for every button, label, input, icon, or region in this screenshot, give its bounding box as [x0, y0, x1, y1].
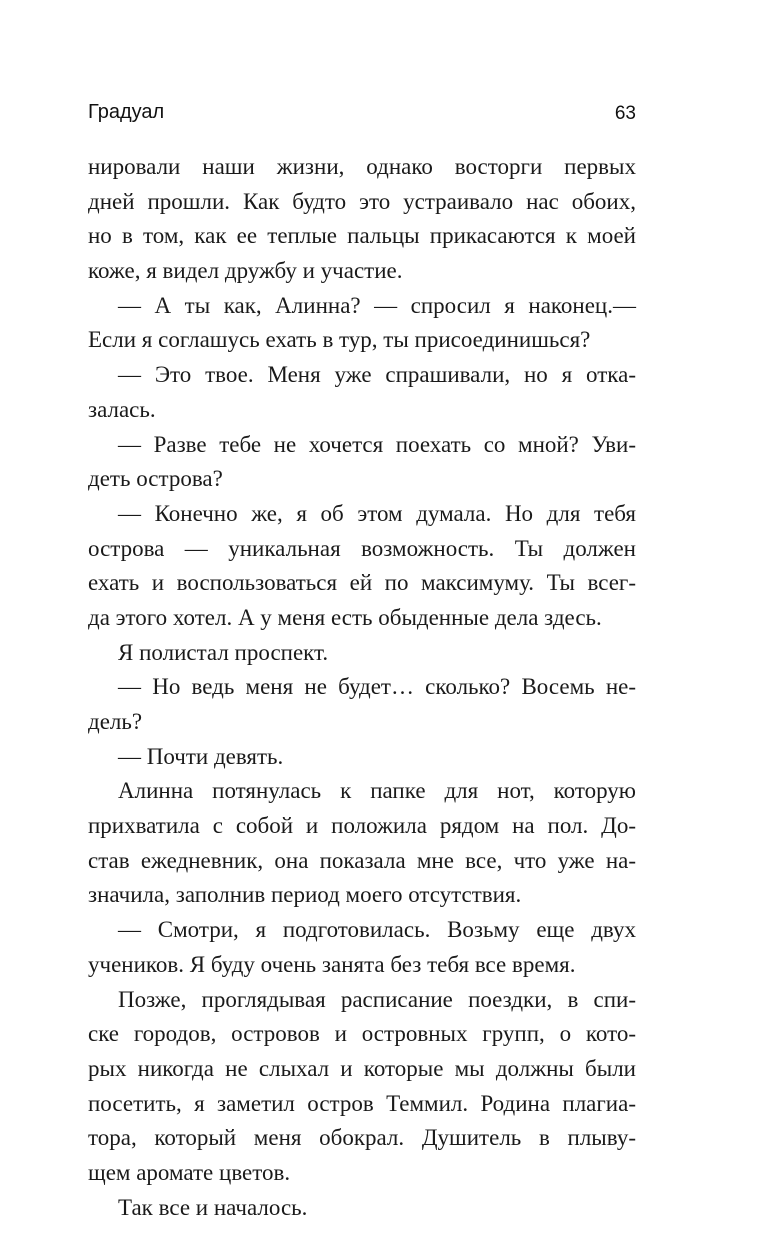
text-line: — Смотри, я подготовилась. Возьму еще двух [118, 917, 636, 943]
text-line: Позже, проглядывая расписание поездки, в спи- [118, 986, 636, 1012]
text-line: деть острова? [88, 466, 223, 492]
text-line: коже, я видел дружбу и участие. [88, 258, 403, 284]
text-line: нировали наши жизни, однако восторги первых [88, 154, 636, 179]
text-line: залась. [88, 396, 156, 422]
text-line: рых никогда не слыхал и которые мы должны были [88, 1055, 636, 1081]
running-head-title: Градуал [88, 101, 165, 123]
text-line: дель? [88, 709, 143, 734]
text-line: — Это твое. Меня уже спрашивали, но я отка- [118, 362, 636, 388]
page-number: 63 [614, 103, 636, 124]
text-line: да этого хотел. А у меня есть обыденные дела здесь. [88, 604, 602, 630]
text-line: став ежедневник, она показала мне все, что уже на- [88, 847, 636, 873]
text-line: дней прошли. Как будто это устраивало нас обоих, [88, 188, 636, 214]
text-line: — Почти девять. [118, 743, 284, 769]
text-line: тора, который меня обокрал. Душитель в плыву- [88, 1125, 636, 1151]
text-line: Алинна потянулась к папке для нот, которую [118, 778, 636, 804]
text-line: — А ты как, Алинна? — спросил я наконец.— [118, 292, 636, 318]
text-line: — Конечно же, я об этом думала. Но для тебя [118, 500, 636, 526]
text-line: но в том, как ее теплые пальцы прикасаются к моей [88, 223, 636, 249]
text-line: учеников. Я буду очень занята без тебя все время. [88, 951, 576, 977]
text-line: Так все и началось. [118, 1194, 308, 1220]
text-line: ехать и воспользоваться ей по максимуму. Ты всег- [88, 570, 636, 596]
text-line: прихватила с собой и положила рядом на пол. До- [88, 813, 636, 839]
text-line: Я полистал проспект. [118, 639, 329, 665]
text-line: ске городов, островов и островных групп, о кото- [88, 1021, 636, 1047]
text-line: острова — уникальная возможность. Ты должен [88, 535, 636, 561]
body-text [88, 150, 636, 1225]
text-line: — Разве тебе не хочется поехать со мной? Уви- [118, 431, 636, 457]
text-line: значила, заполнив период моего отсутствия. [88, 882, 522, 908]
text-line: — Но ведь меня не будет… сколько? Восемь не- [118, 674, 636, 700]
text-line: посетить, я заметил остров Теммил. Родина плагиа- [88, 1090, 636, 1116]
text-line: Если я соглашусь ехать в тур, ты присоединишься? [88, 327, 591, 353]
text-line: щем аромате цветов. [88, 1159, 291, 1185]
